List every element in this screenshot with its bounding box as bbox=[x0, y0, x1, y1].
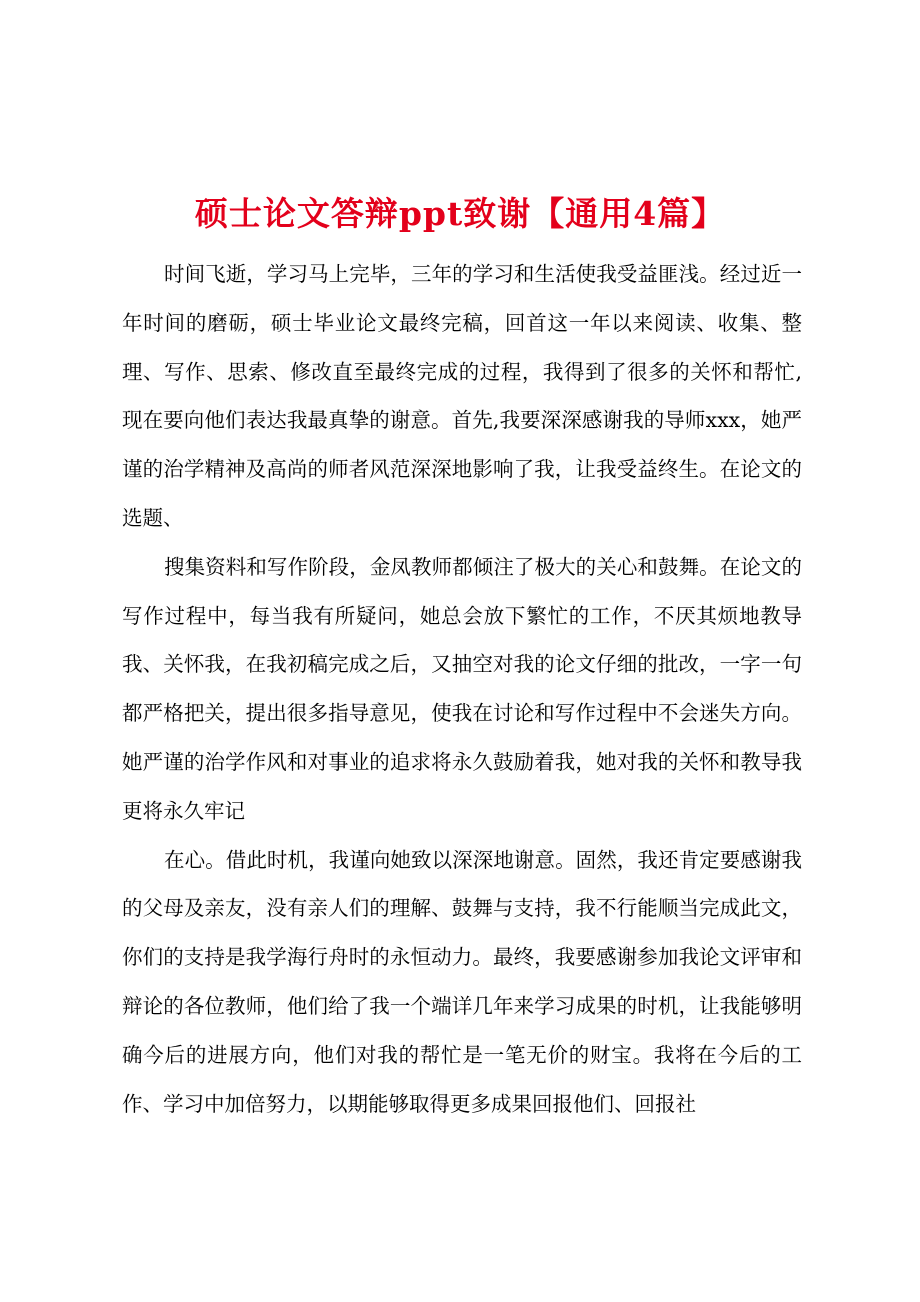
document-body bbox=[122, 250, 802, 1128]
paragraph-1: 时间飞逝，学习马上完毕，三年的学习和生活使我受益匪浅。经过近一年时间的磨砺，硕士毕业论文最终完稿，回首这一年以来阅读、收集、整理、写作、思索、修改直至最终完成的过程，我得到了很多的关怀和帮忙,现在要向他们表达我最真挚的谢意。首先,我要深深感谢我的导师xxx，她严谨的治学精神及高尚的师者风范深深地影响了我，让我受益终生。在论文的选题、 bbox=[122, 262, 802, 530]
paragraph-2: 搜集资料和写作阶段，金凤教师都倾注了极大的关心和鼓舞。在论文的写作过程中，每当我有所疑问，她总会放下繁忙的工作，不厌其烦地教导我、关怀我，在我初稿完成之后，又抽空对我的论文仔细的批改，一字一句都严格把关，提出很多指导意见，使我在讨论和写作过程中不会迷失方向。她严谨的治学作风和对事业的追求将永久鼓励着我，她对我的关怀和教导我更将永久牢记 bbox=[122, 554, 802, 823]
paragraph-3: 在心。借此时机，我谨向她致以深深地谢意。固然，我还肯定要感谢我的父母及亲友，没有亲人们的理解、鼓舞与支持，我不行能顺当完成此文，你们的支持是我学海行舟时的永恒动力。最终，我要感谢参加我论文评审和辩论的各位教师，他们给了我一个端详几年来学习成果的时机，让我能够明确今后的进展方向，他们对我的帮忙是一笔无价的财宝。我将在今后的工作、学习中加倍努力，以期能够取得更多成果回报他们、回报社 bbox=[122, 847, 802, 1116]
document-title: 硕士论文答辩ppt致谢【通用4篇】 bbox=[194, 194, 726, 233]
